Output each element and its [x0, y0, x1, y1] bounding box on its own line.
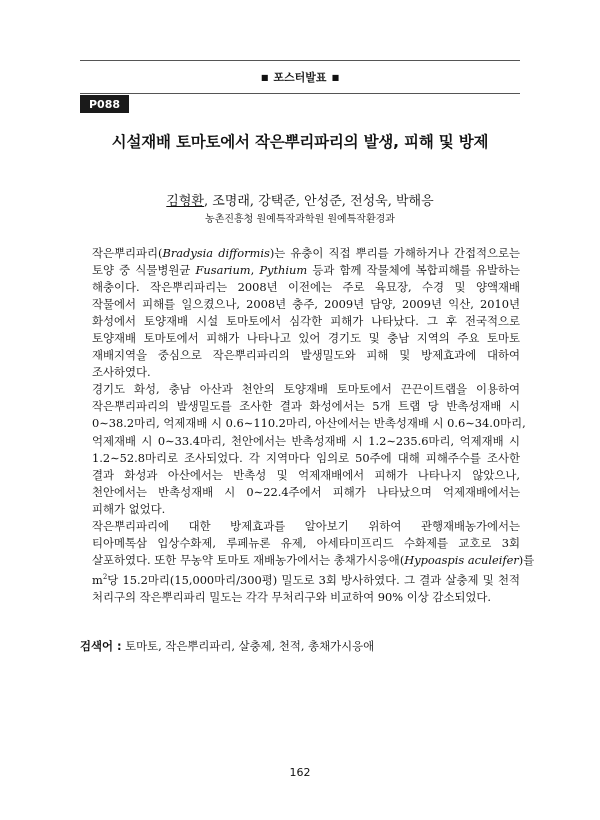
author-list	[80, 190, 520, 209]
text-line: 처리구의 작은뿌리파리 밀도는 각각 무처리구와 비교하여 90% 이상 감소되었다.	[92, 589, 492, 604]
section-header	[80, 60, 520, 94]
text-line: 1.2∼52.8마리로 조사되었다. 각 지역마다 임의로 50주에 대해 피해주수를 조사한	[92, 450, 520, 465]
text-line: 토양재배 토마토에서 피해가 나타나고 있어 경기도 및 충남 지역의 주요 토마토	[92, 331, 520, 346]
presenting-author: 김형환	[166, 194, 204, 209]
coauthors: , 조명래, 강택준, 안성준, 전성욱, 박해응	[203, 194, 434, 209]
scientific-name: Bradysia difformis	[162, 246, 270, 260]
text-line: 작은뿌리파리에 대한 방제효과를 알아보기 위하여 관행재배농가에서는	[92, 518, 520, 533]
text-line: 천안에서는 반촉성재배 시 0∼22.4주에서 피해가 나타났으며 억제재배에서는	[92, 484, 520, 499]
abstract-paragraph-1	[80, 245, 520, 381]
scientific-name: Hypoaspis aculeifer	[404, 552, 519, 567]
text-line: 조사하였다.	[92, 365, 151, 380]
section-label: 포스터발표	[273, 71, 327, 84]
text-line: $m^2$당 15.2마리(15,000마리/300평) 밀도로 3회 방사하였다. 그 결과 살충제 및 천적	[92, 572, 520, 587]
abstract-paragraph-2	[80, 381, 526, 517]
text-line: 작은뿌리파리(Bradysia difformis)는 유충이 직접 뿌리를 가해하거나 간접적으로는	[92, 246, 520, 260]
text-line: 살포하였다. 또한 무농약 토마토 재배농가에서는 총채가시응애(Hypoaspis aculeifer)를	[92, 552, 535, 567]
affiliation: 농촌진흥청 원예특작과학원 원예특작환경과	[205, 214, 395, 225]
abstract-paragraph-3	[80, 518, 535, 606]
text-line: 작은뿌리파리의 발생밀도를 조사한 결과 화성에서는 5개 트랩 당 반촉성재배 시	[92, 399, 520, 414]
text-line: 티아메톡삼 입상수화제, 루페뉴론 유제, 아세타미프리드 수화제를 교호로 3회	[92, 535, 520, 550]
poster-code-badge: P088	[80, 95, 129, 113]
text-line: 피해가 없었다.	[92, 501, 166, 516]
text-line: 재배지역을 중심으로 작은뿌리파리의 발생밀도와 피해 및 방제효과에 대하여	[92, 348, 520, 363]
paper-title: 시설재배 토마토에서 작은뿌리파리의 발생, 피해 및 방제	[111, 133, 489, 151]
text-line: 해충이다. 작은뿌리파리는 2008년 이전에는 주로 육묘장, 수경 및 양액재배	[92, 280, 520, 295]
square-bullet-icon: ■	[331, 72, 340, 82]
keywords-label: 검색어 :	[80, 639, 122, 653]
square-bullet-icon: ■	[260, 72, 269, 82]
text-line: 억제재배 시 0∼33.4마리, 천안에서는 반촉성재배 시 1.2∼235.6마리, 억제재배 시	[92, 433, 520, 448]
keywords-line	[80, 638, 520, 654]
text-line: 토양 중 식물병원균 Fusarium, Pythium 등과 함께 작물체에 복합피해를 유발하는	[92, 263, 520, 278]
text-line: 0∼38.2마리, 억제재배 시 0.6∼110.2마리, 아산에서는 반촉성재배 시 0.6∼34.0마리,	[92, 416, 526, 431]
page-number: 162	[289, 766, 311, 779]
keywords-text: 토마토, 작은뿌리파리, 살충제, 천적, 총채가시응애	[121, 639, 375, 653]
text-line: 결과 화성과 아산에서는 반촉성 및 억제재배에서 피해가 나타나지 않았으나,	[92, 467, 520, 482]
scientific-name: Fusarium	[195, 263, 251, 278]
text-line: 작물에서 피해를 일으켰으나, 2008년 충주, 2009년 담양, 2009년 익산, 2010년	[92, 297, 520, 312]
text-line: 경기도 화성, 충남 아산과 천안의 토양재배 토마토에서 끈끈이트랩을 이용하여	[92, 382, 520, 397]
scientific-name: Pythium	[259, 263, 308, 278]
text-line: 화성에서 토양재배 시설 토마토에서 심각한 피해가 나타났다. 그 후 전국적으로	[92, 314, 520, 329]
abstract-body	[80, 245, 535, 606]
superscript: 2	[102, 572, 108, 581]
